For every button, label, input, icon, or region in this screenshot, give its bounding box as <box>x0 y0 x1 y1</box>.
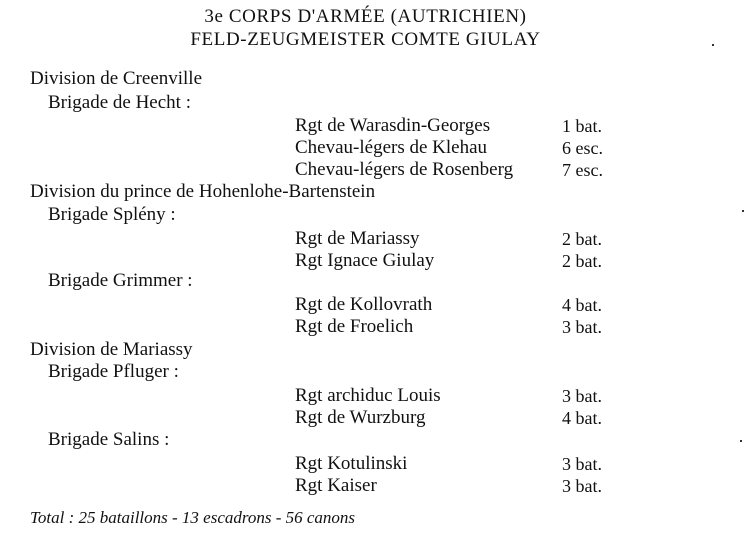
commander-title: FELD-ZEUGMEISTER COMTE GIULAY <box>190 29 541 50</box>
unit-name: Rgt de Froelich <box>295 316 414 337</box>
unit-name: Rgt de Kollovrath <box>295 294 433 315</box>
brigade-heading: Brigade Salins : <box>48 429 170 450</box>
unit-name: Rgt de Wurzburg <box>295 407 426 428</box>
unit-count: 3 bat. <box>562 454 602 474</box>
unit-count: 2 bat. <box>562 229 602 249</box>
brigade-heading: Brigade Grimmer : <box>48 270 193 291</box>
unit-name: Rgt Kaiser <box>295 475 377 496</box>
brigade-heading: Brigade de Hecht : <box>48 92 191 113</box>
brigade-heading: Brigade Pfluger : <box>48 361 179 382</box>
unit-count: 4 bat. <box>562 408 602 428</box>
unit-count: 3 bat. <box>562 386 602 406</box>
division-heading: Division du prince de Hohenlohe-Bartenstein <box>30 181 376 202</box>
unit-count: 3 bat. <box>562 317 602 337</box>
unit-count: 6 esc. <box>562 138 603 158</box>
unit-name: Rgt de Warasdin-Georges <box>295 115 491 136</box>
division-heading: Division de Mariassy <box>30 339 193 360</box>
unit-name: Rgt Ignace Giulay <box>295 250 435 271</box>
total-line: Total : 25 bataillons - 13 escadrons - 56 canons <box>30 508 356 527</box>
unit-name: Rgt de Mariassy <box>295 228 420 249</box>
unit-count: 4 bat. <box>562 295 602 315</box>
unit-name: Rgt Kotulinski <box>295 453 408 474</box>
brigade-heading: Brigade Splény : <box>48 204 176 225</box>
unit-name: Chevau-légers de Klehau <box>295 137 488 158</box>
unit-name: Rgt archiduc Louis <box>295 385 441 406</box>
unit-count: 1 bat. <box>562 116 602 136</box>
unit-count: 2 bat. <box>562 251 602 271</box>
unit-name: Chevau-légers de Rosenberg <box>295 159 514 180</box>
scan-speck <box>742 210 744 212</box>
unit-count: 7 esc. <box>562 160 603 180</box>
division-heading: Division de Creenville <box>30 68 203 89</box>
scan-speck <box>740 440 742 442</box>
corps-title: 3e CORPS D'ARMÉE (AUTRICHIEN) <box>204 6 527 27</box>
scan-speck <box>712 44 714 46</box>
unit-count: 3 bat. <box>562 476 602 496</box>
